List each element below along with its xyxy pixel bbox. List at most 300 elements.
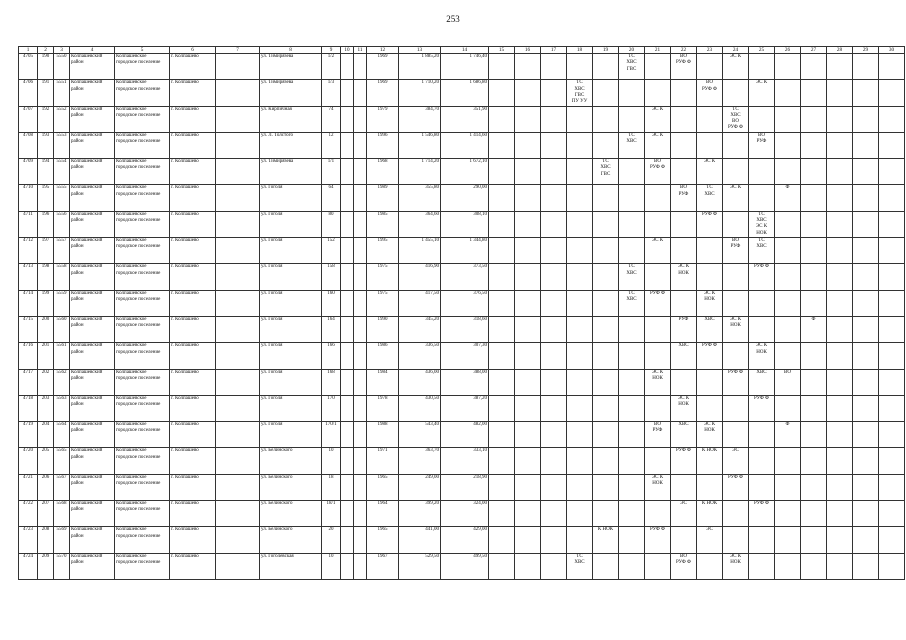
table-cell-col-3: 5556 [54,211,70,237]
table-cell-col-24 [723,132,749,158]
table-cell-col-5: Колпашевское городское поселение [115,422,170,448]
table-cell-col-22 [671,80,697,106]
table-cell-col-27 [801,343,827,369]
column-number-header: 17 [541,47,567,54]
table-cell-col-22: РУФ Ф [671,448,697,474]
table-cell-col-25 [749,422,775,448]
table-cell-col-10 [341,343,354,369]
table-cell-col-25: РУФ Ф [749,395,775,421]
table-cell-col-26: ВО [775,369,801,395]
table-row [19,501,905,527]
table-cell-col-4: Колпашевский район [70,80,115,106]
table-cell-col-18 [567,343,593,369]
table-cell-col-17 [541,290,567,316]
table-cell-col-10 [341,474,354,500]
table-cell-col-9: 80 [322,211,341,237]
table-cell-col-25: ТС ХВС [749,238,775,264]
table-cell-col-4: Колпашевский район [70,474,115,500]
table-cell-col-25 [749,527,775,553]
table-cell-col-5: Колпашевское городское поселение [115,54,170,80]
table-row [19,264,905,290]
table-cell-col-20 [619,159,645,185]
table-cell-col-17 [541,422,567,448]
table-cell-col-10 [341,132,354,158]
table-cell-col-6: г. Колпашево [170,54,216,80]
table-cell-col-17 [541,448,567,474]
table-cell-col-1: 4710 [19,185,38,211]
table-row [19,185,905,211]
table-cell-col-21: РУФ Ф [645,527,671,553]
table-cell-col-2: 204 [38,422,54,448]
table-cell-col-9: 1/3 [322,80,341,106]
table-cell-col-30 [879,54,905,80]
table-cell-col-29 [853,132,879,158]
table-cell-col-30 [879,422,905,448]
table-cell-col-4: Колпашевский район [70,422,115,448]
column-number-header: 3 [54,47,70,54]
table-cell-col-20 [619,343,645,369]
table-cell-col-5: Колпашевское городское поселение [115,448,170,474]
table-cell-col-8: ул. Кирпичная [260,106,322,132]
table-row [19,316,905,342]
table-cell-col-23 [697,106,723,132]
table-cell-col-13: 1 710,20 [399,80,441,106]
column-number-header: 20 [619,47,645,54]
table-cell-col-11 [354,316,367,342]
table-cell-col-22: РУФ [671,316,697,342]
table-cell-col-19 [593,185,619,211]
table-cell-col-11 [354,132,367,158]
table-cell-col-14: 387,20 [441,395,489,421]
table-cell-col-11 [354,264,367,290]
table-cell-col-9: 170/1 [322,422,341,448]
table-cell-col-3: 5568 [54,501,70,527]
table-cell-col-13: 336,50 [399,343,441,369]
table-cell-col-8: ул. Гоголя [260,264,322,290]
table-cell-col-11 [354,501,367,527]
table-cell-col-20 [619,211,645,237]
table-cell-col-2: 203 [38,395,54,421]
table-cell-col-16 [515,395,541,421]
table-cell-col-30 [879,369,905,395]
table-cell-col-16 [515,501,541,527]
table-cell-col-28 [827,54,853,80]
table-cell-col-28 [827,369,853,395]
table-cell-col-11 [354,185,367,211]
table-cell-col-25 [749,448,775,474]
table-cell-col-18 [567,238,593,264]
table-cell-col-19 [593,264,619,290]
table-cell-col-15 [489,553,515,579]
table-cell-col-29 [853,343,879,369]
table-cell-col-14: 376,50 [441,290,489,316]
table-cell-col-24: РУФ Ф [723,474,749,500]
table-cell-col-30 [879,343,905,369]
table-cell-col-22: ВО РУФ Ф [671,54,697,80]
table-cell-col-16 [515,448,541,474]
table-cell-col-20 [619,316,645,342]
table-cell-col-8: ул. Белинского [260,527,322,553]
table-cell-col-24 [723,290,749,316]
table-cell-col-19 [593,106,619,132]
table-cell-col-10 [341,264,354,290]
table-cell-col-22 [671,211,697,237]
table-cell-col-19 [593,316,619,342]
table-cell-col-22: ЭС [671,501,697,527]
table-cell-col-1: 4715 [19,316,38,342]
table-cell-col-9: 20 [322,527,341,553]
table-cell-col-28 [827,185,853,211]
table-cell-col-15 [489,238,515,264]
column-number-header: 15 [489,47,515,54]
table-cell-col-9: 160 [322,290,341,316]
table-cell-col-6: г. Колпашево [170,369,216,395]
table-cell-col-16 [515,343,541,369]
table-cell-col-30 [879,211,905,237]
table-cell-col-22 [671,159,697,185]
table-cell-col-1: 4707 [19,106,38,132]
table-cell-col-20 [619,395,645,421]
table-cell-col-29 [853,422,879,448]
table-cell-col-16 [515,474,541,500]
table-cell-col-18 [567,448,593,474]
table-cell-col-4: Колпашевский район [70,343,115,369]
table-cell-col-24: ТС ХВС ВО РУФ Ф [723,106,749,132]
table-cell-col-6: г. Колпашево [170,211,216,237]
table-cell-col-3: 5570 [54,553,70,579]
table-cell-col-21 [645,264,671,290]
table-cell-col-7 [216,395,260,421]
table-cell-col-6: г. Колпашево [170,527,216,553]
table-cell-col-2: 195 [38,185,54,211]
table-cell-col-14: 1 746,40 [441,54,489,80]
table-cell-col-15 [489,395,515,421]
table-cell-col-22 [671,527,697,553]
table-cell-col-3: 5551 [54,80,70,106]
table-cell-col-5: Колпашевское городское поселение [115,211,170,237]
table-cell-col-8: ул. Гоголя [260,369,322,395]
table-cell-col-13: 430,50 [399,395,441,421]
table-cell-col-5: Колпашевское городское поселение [115,290,170,316]
table-cell-col-22: ХВС [671,422,697,448]
table-cell-col-24 [723,501,749,527]
table-cell-col-13: 529,50 [399,553,441,579]
table-cell-col-4: Колпашевский район [70,369,115,395]
column-number-header: 13 [399,47,441,54]
table-cell-col-30 [879,501,905,527]
table-cell-col-23: К НОК [697,501,723,527]
table-cell-col-28 [827,132,853,158]
table-cell-col-1: 4711 [19,211,38,237]
table-cell-col-21 [645,80,671,106]
table-cell-col-17 [541,501,567,527]
table-cell-col-1: 4712 [19,238,38,264]
table-cell-col-3: 5561 [54,343,70,369]
table-cell-col-15 [489,369,515,395]
table-cell-col-8: ул. Тимирязева [260,54,322,80]
table-cell-col-10 [341,422,354,448]
table-cell-col-28 [827,80,853,106]
table-cell-col-12: 1990 [367,316,399,342]
table-cell-col-14: 1 414,60 [441,132,489,158]
table-cell-col-25 [749,185,775,211]
table-cell-col-11 [354,238,367,264]
table-cell-col-14: 318,60 [441,316,489,342]
column-number-header: 26 [775,47,801,54]
table-cell-col-17 [541,106,567,132]
column-number-header: 16 [515,47,541,54]
table-cell-col-6: г. Колпашево [170,422,216,448]
table-cell-col-26 [775,553,801,579]
table-cell-col-21 [645,395,671,421]
table-cell-col-21 [645,553,671,579]
table-cell-col-20 [619,553,645,579]
table-cell-col-26 [775,159,801,185]
column-number-header: 21 [645,47,671,54]
table-cell-col-25 [749,106,775,132]
table-cell-col-27 [801,211,827,237]
table-cell-col-18 [567,369,593,395]
table-cell-col-21 [645,185,671,211]
table-cell-col-1: 4713 [19,264,38,290]
table-cell-col-6: г. Колпашево [170,80,216,106]
table-cell-col-27 [801,553,827,579]
table-cell-col-12: 1967 [367,553,399,579]
housing-register-table [18,46,905,580]
table-row [19,527,905,553]
table-cell-col-13: 1 885,20 [399,54,441,80]
table-cell-col-18 [567,106,593,132]
table-cell-col-8: ул. Тимирязева [260,159,322,185]
column-number-header: 30 [879,47,905,54]
table-cell-col-8: ул. Белинского [260,448,322,474]
table-cell-col-21: ЭС К [645,106,671,132]
table-cell-col-30 [879,159,905,185]
table-cell-col-7 [216,264,260,290]
table-cell-col-30 [879,80,905,106]
table-cell-col-7 [216,238,260,264]
table-cell-col-22 [671,290,697,316]
table-cell-col-6: г. Колпашево [170,159,216,185]
table-cell-col-12: 1986 [367,343,399,369]
table-cell-col-7 [216,106,260,132]
table-cell-col-23 [697,369,723,395]
table-cell-col-5: Колпашевское городское поселение [115,264,170,290]
table-cell-col-24: ЭС К НОК [723,316,749,342]
table-cell-col-25 [749,474,775,500]
table-cell-col-28 [827,211,853,237]
table-cell-col-12: 1996 [367,132,399,158]
table-cell-col-9: 166 [322,343,341,369]
table-cell-col-18 [567,422,593,448]
table-cell-col-24 [723,159,749,185]
table-cell-col-6: г. Колпашево [170,343,216,369]
table-cell-col-14: 290,00 [441,185,489,211]
table-cell-col-11 [354,395,367,421]
table-cell-col-1: 4714 [19,290,38,316]
table-cell-col-14: 388,00 [441,369,489,395]
table-cell-col-17 [541,395,567,421]
table-cell-col-13: 249,00 [399,474,441,500]
table-cell-col-25: ЭС К НОК [749,343,775,369]
table-cell-col-8: ул. Гоголя [260,343,322,369]
table-cell-col-10 [341,238,354,264]
table-cell-col-7 [216,474,260,500]
table-cell-col-27 [801,106,827,132]
table-cell-col-8: ул. Гоголевская [260,553,322,579]
table-cell-col-6: г. Колпашево [170,448,216,474]
table-cell-col-6: г. Колпашево [170,238,216,264]
table-cell-col-14: 351,90 [441,106,489,132]
table-cell-col-29 [853,501,879,527]
table-cell-col-19 [593,474,619,500]
table-cell-col-19 [593,501,619,527]
table-cell-col-15 [489,422,515,448]
table-cell-col-19 [593,422,619,448]
table-cell-col-4: Колпашевский район [70,185,115,211]
table-cell-col-3: 5564 [54,422,70,448]
table-cell-col-19 [593,343,619,369]
table-cell-col-18 [567,132,593,158]
table-cell-col-4: Колпашевский район [70,290,115,316]
column-number-header: 22 [671,47,697,54]
table-cell-col-28 [827,422,853,448]
table-cell-col-20 [619,527,645,553]
table-cell-col-5: Колпашевское городское поселение [115,369,170,395]
table-cell-col-29 [853,316,879,342]
table-cell-col-12: 1979 [367,106,399,132]
table-cell-col-30 [879,527,905,553]
table-cell-col-10 [341,316,354,342]
table-cell-col-27 [801,474,827,500]
table-cell-col-29 [853,448,879,474]
table-cell-col-10 [341,501,354,527]
table-cell-col-13: 1 546,80 [399,132,441,158]
table-cell-col-7 [216,553,260,579]
table-cell-col-2: 196 [38,211,54,237]
table-cell-col-30 [879,316,905,342]
table-cell-col-2: 209 [38,553,54,579]
table-cell-col-17 [541,474,567,500]
table-cell-col-17 [541,343,567,369]
table-cell-col-29 [853,238,879,264]
table-cell-col-14: 482,00 [441,422,489,448]
table-cell-col-3: 5552 [54,106,70,132]
table-cell-col-2: 207 [38,501,54,527]
table-cell-col-10 [341,448,354,474]
table-cell-col-8: ул. Гоголя [260,211,322,237]
table-cell-col-10 [341,106,354,132]
table-cell-col-12: 1965 [367,527,399,553]
table-cell-col-9: 1/1 [322,159,341,185]
table-cell-col-1: 4724 [19,553,38,579]
table-cell-col-11 [354,527,367,553]
table-cell-col-30 [879,132,905,158]
table-cell-col-26 [775,448,801,474]
table-cell-col-18 [567,395,593,421]
table-cell-col-2: 190 [38,54,54,80]
table-row [19,422,905,448]
table-cell-col-7 [216,54,260,80]
table-cell-col-11 [354,343,367,369]
table-cell-col-26 [775,238,801,264]
table-cell-col-28 [827,395,853,421]
table-cell-col-10 [341,211,354,237]
table-cell-col-17 [541,369,567,395]
table-cell-col-17 [541,185,567,211]
table-cell-col-2: 201 [38,343,54,369]
table-cell-col-21: ВО РУФ Ф [645,159,671,185]
table-cell-col-11 [354,422,367,448]
table-row [19,474,905,500]
table-cell-col-4: Колпашевский район [70,211,115,237]
table-cell-col-13: 441,00 [399,527,441,553]
table-cell-col-21: ЭС К [645,238,671,264]
table-cell-col-24 [723,80,749,106]
table-cell-col-15 [489,80,515,106]
table-cell-col-4: Колпашевский район [70,106,115,132]
table-cell-col-13: 384,70 [399,106,441,132]
table-cell-col-1: 4718 [19,395,38,421]
table-cell-col-5: Колпашевское городское поселение [115,159,170,185]
table-cell-col-7 [216,290,260,316]
table-cell-col-15 [489,211,515,237]
table-cell-col-2: 194 [38,159,54,185]
table-cell-col-18 [567,185,593,211]
table-cell-col-3: 5560 [54,316,70,342]
table-cell-col-23 [697,264,723,290]
table-cell-col-1: 4719 [19,422,38,448]
table-cell-col-17 [541,211,567,237]
table-cell-col-16 [515,238,541,264]
table-cell-col-2: 205 [38,448,54,474]
table-cell-col-24 [723,211,749,237]
table-cell-col-2: 202 [38,369,54,395]
table-cell-col-18 [567,159,593,185]
table-cell-col-3: 5569 [54,527,70,553]
column-number-header: 18 [567,47,593,54]
table-cell-col-28 [827,501,853,527]
table-cell-col-2: 197 [38,238,54,264]
table-cell-col-14: 499,50 [441,553,489,579]
column-number-header: 28 [827,47,853,54]
table-cell-col-24 [723,527,749,553]
table-cell-col-30 [879,448,905,474]
table-cell-col-30 [879,264,905,290]
table-cell-col-23 [697,238,723,264]
table-cell-col-5: Колпашевское городское поселение [115,343,170,369]
table-cell-col-3: 5553 [54,132,70,158]
column-number-header: 7 [216,47,260,54]
table-cell-col-10 [341,54,354,80]
table-cell-col-16 [515,290,541,316]
table-cell-col-4: Колпашевский район [70,316,115,342]
table-cell-col-9: 64 [322,185,341,211]
table-cell-col-9: 18 [322,474,341,500]
table-cell-col-1: 4721 [19,474,38,500]
table-cell-col-16 [515,132,541,158]
table-cell-col-18 [567,211,593,237]
table-cell-col-14: 308,10 [441,211,489,237]
table-cell-col-6: г. Колпашево [170,395,216,421]
table-cell-col-25: ЭС К [749,80,775,106]
table-cell-col-12: 1971 [367,448,399,474]
table-cell-col-1: 4723 [19,527,38,553]
table-cell-col-18: ТС ХВС ГВС ПУ УУ [567,80,593,106]
table-cell-col-16 [515,185,541,211]
table-cell-col-29 [853,80,879,106]
table-cell-col-6: г. Колпашево [170,553,216,579]
